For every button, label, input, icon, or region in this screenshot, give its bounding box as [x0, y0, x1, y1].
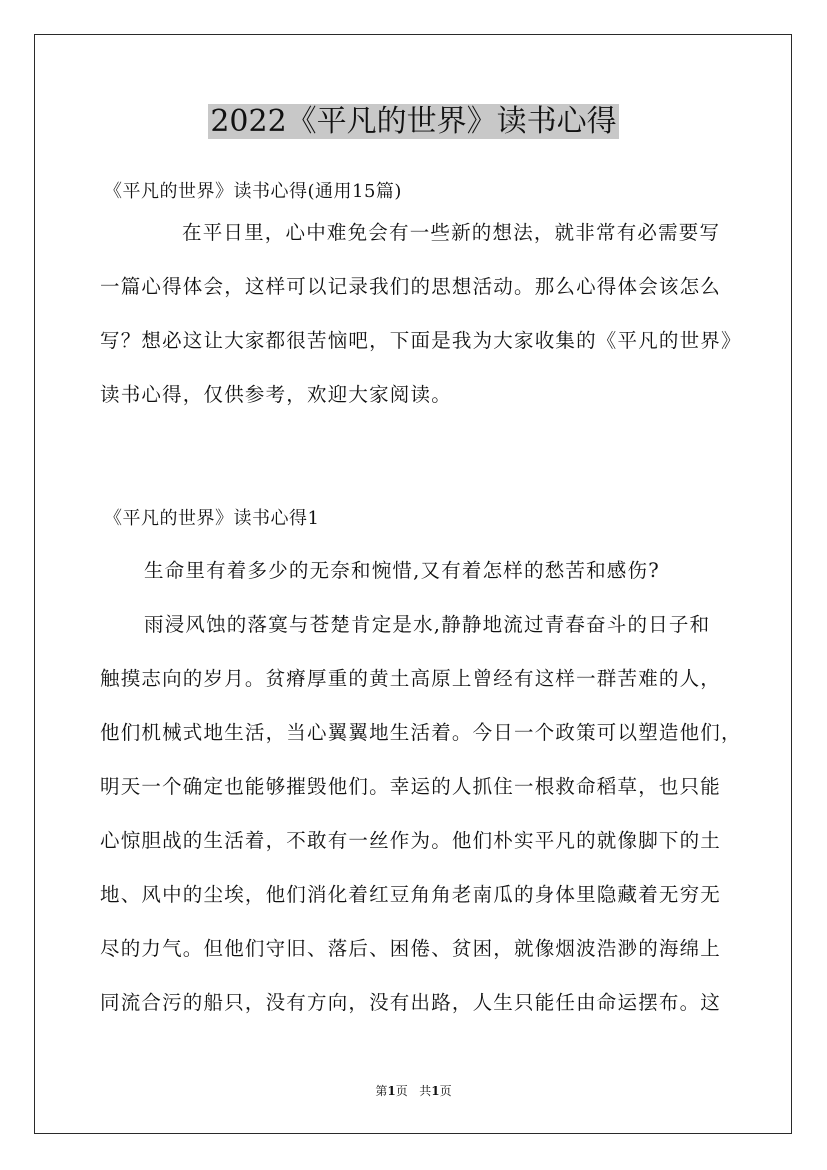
section-line: 生命里有着多少的无奈和惋惜,又有着怎样的愁苦和感伤? — [144, 559, 660, 582]
document-title-text: 2022《平凡的世界》读书心得 — [210, 104, 617, 139]
section-body — [100, 544, 740, 1030]
total-suffix: 页 — [439, 1084, 452, 1098]
intro-line: 写？想必这让大家都很苦恼吧，下面是我为大家收集的《平凡的世界》 — [100, 329, 742, 352]
section-line: 同流合污的船只，没有方向，没有出路，人生只能任由命运摆布。这 — [100, 991, 722, 1014]
intro-line: 在平日里，心中难免会有一些新的想法，就非常有必需要写 — [182, 221, 721, 244]
intro-line: 读书心得，仅供参考，欢迎大家阅读。 — [100, 383, 452, 406]
page-number: 1 — [387, 1084, 396, 1098]
page-footer — [0, 1082, 827, 1100]
section-line: 心惊胆战的生活着，不敢有一丝作为。他们朴实平凡的就像脚下的土 — [100, 829, 722, 852]
section-line: 地、风中的尘埃，他们消化着红豆角角老南瓜的身体里隐藏着无穷无 — [100, 883, 722, 906]
section-line: 他们机械式地生活，当心翼翼地生活着。今日一个政策可以塑造他们， — [100, 721, 742, 744]
page-prefix: 第 — [375, 1084, 388, 1098]
total-prefix: 共 — [419, 1084, 432, 1098]
section-line: 触摸志向的岁月。贫瘠厚重的黄土高原上曾经有这样一群苦难的人， — [100, 667, 722, 690]
intro-paragraph — [100, 206, 740, 422]
page-suffix: 页 — [395, 1084, 408, 1098]
section-heading: 《平凡的世界》读书心得1 — [104, 508, 320, 529]
document-subtitle: 《平凡的世界》读书心得(通用15篇) — [104, 181, 402, 202]
intro-line: 一篇心得体会，这样可以记录我们的思想活动。那么心得体会该怎么 — [100, 275, 722, 298]
document-title — [0, 100, 827, 144]
section-line: 明天一个确定也能够摧毁他们。幸运的人抓住一根救命稻草，也只能 — [100, 775, 722, 798]
section-line: 尽的力气。但他们守旧、落后、困倦、贫困，就像烟波浩渺的海绵上 — [100, 937, 722, 960]
total-number: 1 — [431, 1084, 440, 1098]
section-line: 雨浸风蚀的落寞与苍楚肯定是水,静静地流过青春奋斗的日子和 — [144, 613, 711, 636]
